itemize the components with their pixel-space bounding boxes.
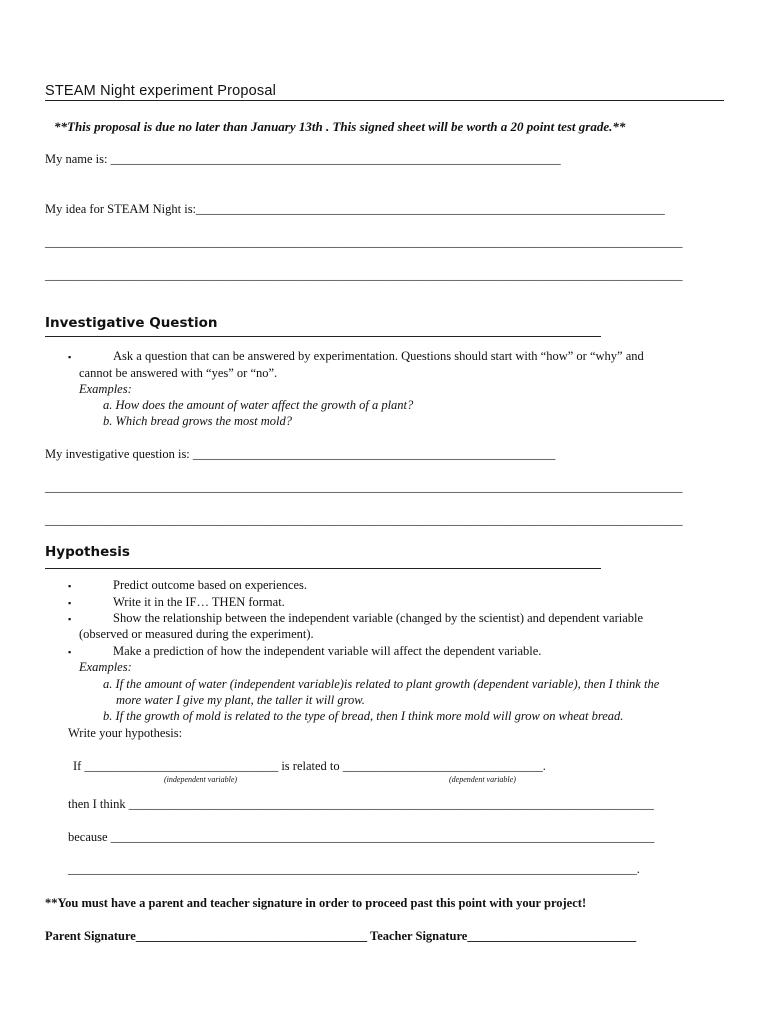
investigative-examples-label: Examples: xyxy=(79,382,132,396)
hypothesis-heading: Hypothesis xyxy=(45,544,130,560)
bullet-icon: ▪ xyxy=(68,647,72,657)
hypothesis-bullet-2: Write it in the IF… THEN format. xyxy=(113,595,285,609)
hypothesis-example-a-line-1: a. If the amount of water (independent variable)is related to plant growth (dependent variable), then I think the xyxy=(103,677,660,691)
bullet-icon: ▪ xyxy=(68,614,72,624)
bullet-icon: ▪ xyxy=(68,581,72,591)
investigative-example-b: b. Which bread grows the most mold? xyxy=(103,414,292,428)
title-rule xyxy=(45,100,724,101)
because-field[interactable]: because _______________________________________________________________________________________ xyxy=(68,830,655,844)
signature-fields[interactable]: Parent Signature_____________________________________ Teacher Signature___________________________ xyxy=(45,929,637,943)
question-blank-line-1[interactable]: ______________________________________________________________________________________________________ xyxy=(45,480,683,494)
write-hypothesis-prompt: Write your hypothesis: xyxy=(68,726,183,740)
investigative-question-field[interactable]: My investigative question is: __________________________________________________________ xyxy=(45,447,556,461)
hypothesis-heading-rule xyxy=(45,568,601,569)
question-blank-line-2[interactable]: ______________________________________________________________________________________________________ xyxy=(45,513,683,527)
bullet-icon: ▪ xyxy=(68,598,72,608)
investigative-instruction-line-1: Ask a question that can be answered by experimentation. Questions should start with “how” or “why” and xyxy=(113,349,644,363)
hypothesis-bullet-3-line-2: (observed or measured during the experiment). xyxy=(79,627,314,641)
investigative-example-a: a. How does the amount of water affect the growth of a plant? xyxy=(103,398,414,412)
idea-field[interactable]: My idea for STEAM Night is:___________________________________________________________________________ xyxy=(45,202,665,216)
if-related-field[interactable]: If _______________________________ is related to ________________________________. xyxy=(73,759,546,773)
then-i-think-field[interactable]: then I think ____________________________________________________________________________________ xyxy=(68,797,654,811)
idea-blank-line-2[interactable]: ______________________________________________________________________________________________________ xyxy=(45,268,683,282)
hypothesis-bullet-3-line-1: Show the relationship between the independent variable (changed by the scientist) and dependent variable xyxy=(113,611,644,625)
investigative-heading-rule xyxy=(45,336,601,337)
dependent-variable-caption: (dependent variable) xyxy=(449,775,516,784)
independent-variable-caption: (independent variable) xyxy=(164,775,238,784)
idea-blank-line-1[interactable]: ______________________________________________________________________________________________________ xyxy=(45,235,683,249)
hypothesis-examples-label: Examples: xyxy=(79,660,132,674)
investigative-question-heading: Investigative Question xyxy=(45,315,218,331)
hypothesis-example-a-line-2: more water I give my plant, the taller it will grow. xyxy=(116,693,365,707)
name-field[interactable]: My name is: ________________________________________________________________________ xyxy=(45,152,561,166)
due-notice: **This proposal is due no later than January 13th . This signed sheet will be worth a 20 point test grade.** xyxy=(54,119,626,134)
bullet-icon: ▪ xyxy=(68,352,72,362)
investigative-instruction-line-2: cannot be answered with “yes” or “no”. xyxy=(79,366,278,380)
hypothesis-bullet-1: Predict outcome based on experiences. xyxy=(113,578,308,592)
hypothesis-final-line[interactable]: ___________________________________________________________________________________________. xyxy=(68,862,640,876)
signature-notice: **You must have a parent and teacher signature in order to proceed past this point with your project! xyxy=(45,896,587,910)
hypothesis-bullet-4: Make a prediction of how the independent variable will affect the dependent variable. xyxy=(113,644,542,658)
hypothesis-example-b: b. If the growth of mold is related to the type of bread, then I think more mold will grow on wheat bread. xyxy=(103,709,624,723)
document-title: STEAM Night experiment Proposal xyxy=(45,83,277,99)
